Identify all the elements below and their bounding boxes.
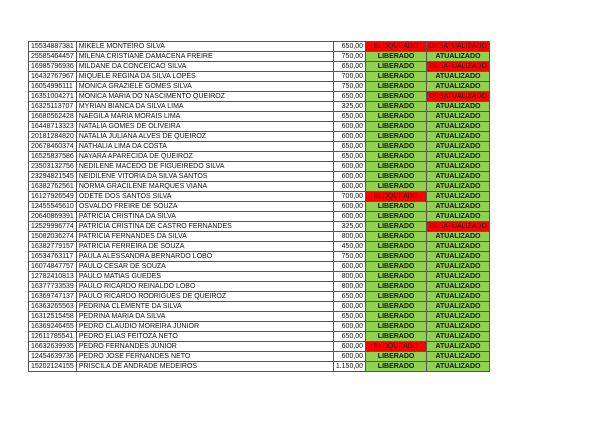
cpf-cell: 15534887381 xyxy=(29,42,77,52)
name-cell: NORMA GRACILENE MARQUES VIANA xyxy=(76,182,333,192)
table-row xyxy=(29,182,490,192)
update-status-cell: ATUALIZADO xyxy=(427,332,490,342)
status-cell: LIBERADO xyxy=(366,202,427,212)
value-cell: 600,00 xyxy=(333,342,365,352)
value-cell: 325,00 xyxy=(333,222,365,232)
table-row xyxy=(29,172,490,182)
table-row xyxy=(29,352,490,362)
value-cell: 750,00 xyxy=(333,82,365,92)
update-status-cell: ATUALIZADO xyxy=(427,162,490,172)
cpf-cell: 25585464457 xyxy=(29,52,77,62)
name-cell: PEDRINA CLEMENTE DA SILVA xyxy=(76,302,333,312)
name-cell: PATRICIA FERNANDES DA SILVA xyxy=(76,232,333,242)
value-cell: 600,00 xyxy=(333,162,365,172)
update-status-cell: ATUALIZADO xyxy=(427,72,490,82)
update-status-cell: ATUALIZADO xyxy=(427,262,490,272)
status-cell: BLOQUEADO xyxy=(366,42,427,52)
update-status-cell: ATUALIZADO xyxy=(427,102,490,112)
update-status-cell: ATUALIZADO xyxy=(427,242,490,252)
status-cell: LIBERADO xyxy=(366,142,427,152)
status-cell: LIBERADO xyxy=(366,322,427,332)
update-status-cell: ATUALIZADO xyxy=(427,232,490,242)
update-status-cell: DESATUALIZADO xyxy=(427,222,490,232)
table-row xyxy=(29,92,490,102)
status-cell: LIBERADO xyxy=(366,282,427,292)
status-cell: LIBERADO xyxy=(366,272,427,282)
cpf-cell: 12611785541 xyxy=(29,332,77,342)
value-cell: 600,00 xyxy=(333,352,365,362)
table-row xyxy=(29,102,490,112)
update-status-cell: ATUALIZADO xyxy=(427,212,490,222)
name-cell: PATRICIA FERREIRA DE SOUZA xyxy=(76,242,333,252)
cpf-cell: 16382762561 xyxy=(29,182,77,192)
cpf-cell: 16377733539 xyxy=(29,282,77,292)
table-row xyxy=(29,202,490,212)
update-status-cell: ATUALIZADO xyxy=(427,302,490,312)
update-status-cell: ATUALIZADO xyxy=(427,182,490,192)
name-cell: NATALIA GOMES DE OLIVEIRA xyxy=(76,122,333,132)
cpf-cell: 16312515458 xyxy=(29,312,77,322)
status-cell: LIBERADO xyxy=(366,92,427,102)
cpf-cell: 16382779157 xyxy=(29,242,77,252)
value-cell: 650,00 xyxy=(333,332,365,342)
cpf-cell: 16448713323 xyxy=(29,122,77,132)
status-cell: LIBERADO xyxy=(366,302,427,312)
value-cell: 800,00 xyxy=(333,232,365,242)
cpf-cell: 12529996774 xyxy=(29,222,77,232)
update-status-cell: ATUALIZADO xyxy=(427,142,490,152)
status-cell: BLOQUEADO xyxy=(366,192,427,202)
name-cell: PAULA ALESSANDRA BERNARDO LOBO xyxy=(76,252,333,262)
status-cell: LIBERADO xyxy=(366,352,427,362)
status-cell: LIBERADO xyxy=(366,112,427,122)
cpf-cell: 12454639736 xyxy=(29,352,77,362)
name-cell: MYRIAN BIANCA DA SILVA LIMA xyxy=(76,102,333,112)
update-status-cell: ATUALIZADO xyxy=(427,272,490,282)
value-cell: 650,00 xyxy=(333,152,365,162)
table-row xyxy=(29,292,490,302)
table-row xyxy=(29,132,490,142)
value-cell: 650,00 xyxy=(333,92,365,102)
table-row xyxy=(29,212,490,222)
name-cell: NAYARA APARECIDA DE QUEIROZ xyxy=(76,152,333,162)
table-row xyxy=(29,122,490,132)
update-status-cell: ATUALIZADO xyxy=(427,52,490,62)
status-cell: LIBERADO xyxy=(366,52,427,62)
table-row xyxy=(29,192,490,202)
name-cell: MIQUELE REGINA DA SILVA LOPES xyxy=(76,72,333,82)
records-table-body xyxy=(29,42,490,372)
table-row xyxy=(29,142,490,152)
status-cell: LIBERADO xyxy=(366,102,427,112)
value-cell: 650,00 xyxy=(333,42,365,52)
name-cell: PEDRO ELIAS FEITOZA NETO xyxy=(76,332,333,342)
table-row xyxy=(29,72,490,82)
update-status-cell: ATUALIZADO xyxy=(427,322,490,332)
update-status-cell: ATUALIZADO xyxy=(427,192,490,202)
cpf-cell: 16680562428 xyxy=(29,112,77,122)
value-cell: 650,00 xyxy=(333,62,365,72)
records-table xyxy=(28,41,490,372)
name-cell: OSVALDO FREIRE DE SOUZA xyxy=(76,202,333,212)
cpf-cell: 12782410813 xyxy=(29,272,77,282)
cpf-cell: 16985796936 xyxy=(29,62,77,72)
table-row xyxy=(29,362,490,372)
cpf-cell: 16325113707 xyxy=(29,102,77,112)
status-cell: LIBERADO xyxy=(366,182,427,192)
table-row xyxy=(29,272,490,282)
status-cell: LIBERADO xyxy=(366,152,427,162)
value-cell: 600,00 xyxy=(333,182,365,192)
table-row xyxy=(29,342,490,352)
update-status-cell: ATUALIZADO xyxy=(427,312,490,322)
name-cell: PEDRO FERNANDES JUNIOR xyxy=(76,342,333,352)
table-row xyxy=(29,52,490,62)
value-cell: 600,00 xyxy=(333,212,365,222)
cpf-cell: 23294821545 xyxy=(29,172,77,182)
name-cell: PEDRINA MARIA DA SILVA xyxy=(76,312,333,322)
name-cell: PATRICIA CRISTINA DA SILVA xyxy=(76,212,333,222)
cpf-cell: 20640869391 xyxy=(29,212,77,222)
update-status-cell: ATUALIZADO xyxy=(427,152,490,162)
status-cell: LIBERADO xyxy=(366,132,427,142)
name-cell: MONICA MARIA DO NASCIMENTO QUEIROZ xyxy=(76,92,333,102)
status-cell: LIBERADO xyxy=(366,62,427,72)
status-cell: LIBERADO xyxy=(366,332,427,342)
value-cell: 325,00 xyxy=(333,102,365,112)
table-row xyxy=(29,262,490,272)
cpf-cell: 16369246455 xyxy=(29,322,77,332)
name-cell: NAEGILA MARIA MORAIS LIMA xyxy=(76,112,333,122)
table-row xyxy=(29,152,490,162)
table-row xyxy=(29,282,490,292)
value-cell: 600,00 xyxy=(333,122,365,132)
name-cell: PAULO CESAR DE SOUZA xyxy=(76,262,333,272)
cpf-cell: 12455545610 xyxy=(29,202,77,212)
name-cell: MIKELE MONTEIRO SILVA xyxy=(76,42,333,52)
update-status-cell: DESATUALIZADO xyxy=(427,92,490,102)
update-status-cell: ATUALIZADO xyxy=(427,292,490,302)
status-cell: LIBERADO xyxy=(366,72,427,82)
status-cell: LIBERADO xyxy=(366,252,427,262)
name-cell: PEDRO CLAUDIO MOREIRA JUNIOR xyxy=(76,322,333,332)
status-cell: LIBERADO xyxy=(366,232,427,242)
status-cell: LIBERADO xyxy=(366,122,427,132)
table-row xyxy=(29,62,490,72)
status-cell: LIBERADO xyxy=(366,292,427,302)
table-row xyxy=(29,112,490,122)
cpf-cell: 16363265563 xyxy=(29,302,77,312)
status-cell: LIBERADO xyxy=(366,162,427,172)
name-cell: PAULO RICARDO REINALDO LOBO xyxy=(76,282,333,292)
value-cell: 750,00 xyxy=(333,252,365,262)
table-row xyxy=(29,312,490,322)
update-status-cell: ATUALIZADO xyxy=(427,112,490,122)
cpf-cell: 20678460374 xyxy=(29,142,77,152)
cpf-cell: 16054996111 xyxy=(29,82,77,92)
status-cell: LIBERADO xyxy=(366,362,427,372)
value-cell: 600,00 xyxy=(333,202,365,212)
cpf-cell: 16632639935 xyxy=(29,342,77,352)
table-row xyxy=(29,332,490,342)
cpf-cell: 15202124155 xyxy=(29,362,77,372)
value-cell: 700,00 xyxy=(333,72,365,82)
value-cell: 600,00 xyxy=(333,132,365,142)
cpf-cell: 20181284820 xyxy=(29,132,77,142)
name-cell: PEDRO JOSE FERNANDES NETO xyxy=(76,352,333,362)
value-cell: 600,00 xyxy=(333,172,365,182)
status-cell: LIBERADO xyxy=(366,242,427,252)
value-cell: 750,00 xyxy=(333,52,365,62)
update-status-cell: ATUALIZADO xyxy=(427,362,490,372)
name-cell: NEIDILENE VITORIA DA SILVA SANTOS xyxy=(76,172,333,182)
update-status-cell: ATUALIZADO xyxy=(427,282,490,292)
value-cell: 700,00 xyxy=(333,192,365,202)
cpf-cell: 23503132756 xyxy=(29,162,77,172)
name-cell: PRISCILA DE ANDRADE MEDEIROS xyxy=(76,362,333,372)
cpf-cell: 16369747137 xyxy=(29,292,77,302)
value-cell: 650,00 xyxy=(333,142,365,152)
update-status-cell: ATUALIZADO xyxy=(427,122,490,132)
name-cell: MILENA CRISTIANE DAMACENA FREIRE xyxy=(76,52,333,62)
cpf-cell: 16525837586 xyxy=(29,152,77,162)
cpf-cell: 16351004271 xyxy=(29,92,77,102)
status-cell: LIBERADO xyxy=(366,312,427,322)
value-cell: 600,00 xyxy=(333,262,365,272)
name-cell: MILDANE DA CONCEICAO SILVA xyxy=(76,62,333,72)
value-cell: 650,00 xyxy=(333,112,365,122)
cpf-cell: 15082036274 xyxy=(29,232,77,242)
name-cell: NEDILENE MACEDO DE FIGUEIREDO SILVA xyxy=(76,162,333,172)
value-cell: 600,00 xyxy=(333,302,365,312)
value-cell: 450,00 xyxy=(333,242,365,252)
update-status-cell: ATUALIZADO xyxy=(427,202,490,212)
value-cell: 800,00 xyxy=(333,282,365,292)
value-cell: 600,00 xyxy=(333,322,365,332)
update-status-cell: DESATUALIZADO xyxy=(427,62,490,72)
table-row xyxy=(29,252,490,262)
table-row xyxy=(29,242,490,252)
status-cell: LIBERADO xyxy=(366,82,427,92)
update-status-cell: ATUALIZADO xyxy=(427,172,490,182)
update-status-cell: DESATUALIZADO xyxy=(427,42,490,52)
value-cell: 800,00 xyxy=(333,272,365,282)
cpf-cell: 16074847757 xyxy=(29,262,77,272)
status-cell: BLOQUEADO xyxy=(366,342,427,352)
update-status-cell: ATUALIZADO xyxy=(427,132,490,142)
table-row xyxy=(29,322,490,332)
status-cell: LIBERADO xyxy=(366,262,427,272)
value-cell: 650,00 xyxy=(333,312,365,322)
table-row xyxy=(29,162,490,172)
status-cell: LIBERADO xyxy=(366,172,427,182)
update-status-cell: ATUALIZADO xyxy=(427,342,490,352)
update-status-cell: ATUALIZADO xyxy=(427,352,490,362)
cpf-cell: 16127926549 xyxy=(29,192,77,202)
update-status-cell: ATUALIZADO xyxy=(427,82,490,92)
name-cell: PAULO RICARDO RODRIGUES DE QUEIROZ xyxy=(76,292,333,302)
update-status-cell: ATUALIZADO xyxy=(427,252,490,262)
name-cell: ODETE DOS SANTOS SILVA xyxy=(76,192,333,202)
table-row xyxy=(29,302,490,312)
table-row xyxy=(29,232,490,242)
value-cell: 650,00 xyxy=(333,292,365,302)
value-cell: 1.150,00 xyxy=(333,362,365,372)
name-cell: PAULO MATIAS GUEDES xyxy=(76,272,333,282)
cpf-cell: 16432767967 xyxy=(29,72,77,82)
name-cell: NATALIA JULIANA ALVES DE QUEIROZ xyxy=(76,132,333,142)
name-cell: PATRICIA CRISTINA DE CASTRO FERNANDES xyxy=(76,222,333,232)
status-cell: LIBERADO xyxy=(366,222,427,232)
name-cell: NATHALIA LIMA DA COSTA xyxy=(76,142,333,152)
name-cell: MONICA GRAZIELE GOMES SILVA xyxy=(76,82,333,92)
table-row xyxy=(29,222,490,232)
table-row xyxy=(29,82,490,92)
status-cell: LIBERADO xyxy=(366,212,427,222)
cpf-cell: 16534763117 xyxy=(29,252,77,262)
table-row xyxy=(29,42,490,52)
